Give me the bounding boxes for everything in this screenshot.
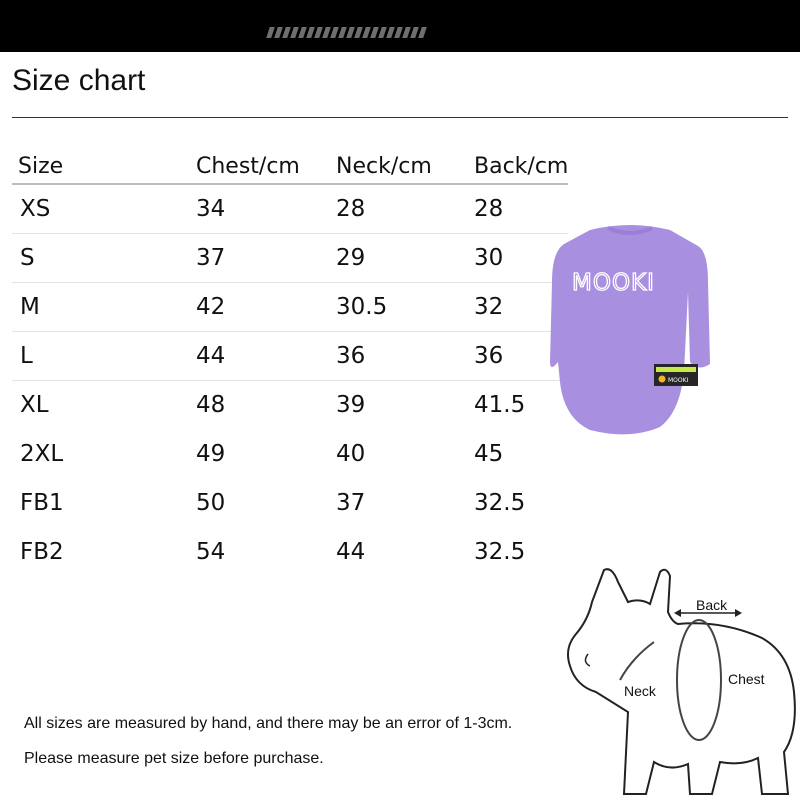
table-row <box>12 430 568 479</box>
header-neck: Neck/cm <box>336 150 474 184</box>
header-size: Size <box>12 150 108 184</box>
size-table <box>12 150 568 577</box>
size-cell: S <box>12 234 108 283</box>
table-row <box>12 283 568 332</box>
back-cell: 32.5 <box>474 490 526 516</box>
neck-cell: 39 <box>336 392 366 418</box>
back-cell: 28 <box>474 184 568 234</box>
neck-cell: 40 <box>336 441 366 467</box>
chest-cell: 54 <box>196 539 226 565</box>
chest-cell: 42 <box>108 283 336 332</box>
chest-cell: 37 <box>108 234 336 283</box>
dog-measurement-diagram <box>562 562 800 800</box>
size-cell: M <box>12 283 108 332</box>
neck-cell: 30.5 <box>336 283 474 332</box>
back-cell: 32.5 <box>474 539 526 565</box>
chest-cell: 50 <box>196 490 226 516</box>
table-row <box>12 381 568 430</box>
size-cell: L <box>12 332 108 381</box>
neck-cell: 28 <box>336 184 474 234</box>
shirt-logo-text: MOOKI <box>572 270 655 296</box>
header-back: Back/cm <box>474 150 568 184</box>
back-cell: 30 <box>474 234 568 283</box>
back-cell: 41.5 <box>474 392 526 418</box>
table-row <box>12 184 568 234</box>
table-row <box>12 479 568 528</box>
decorative-stripes <box>268 27 425 38</box>
size-cell: 2XL <box>20 441 64 467</box>
neck-label: Neck <box>624 683 656 699</box>
chest-cell: 49 <box>196 441 226 467</box>
size-cell: FB2 <box>20 539 64 565</box>
purchase-note: Please measure pet size before purchase. <box>24 750 324 767</box>
header-chest: Chest/cm <box>108 150 336 184</box>
chest-cell: 48 <box>196 392 226 418</box>
chest-cell: 34 <box>108 184 336 234</box>
neck-cell: 44 <box>336 539 366 565</box>
neck-cell: 29 <box>336 234 474 283</box>
title-divider <box>12 117 788 118</box>
measurement-note: All sizes are measured by hand, and there may be an error of 1-3cm. <box>24 715 513 732</box>
back-cell: 32 <box>474 283 568 332</box>
page-title: Size chart <box>12 64 146 97</box>
table-row <box>12 332 568 381</box>
shirt-tag-text: MOOKI <box>668 377 689 384</box>
back-label: Back <box>696 597 728 613</box>
back-cell: 36 <box>474 332 568 381</box>
size-cell: XS <box>12 184 108 234</box>
product-shirt-image <box>550 222 710 440</box>
neck-cell: 37 <box>336 490 366 516</box>
table-row <box>12 528 568 577</box>
back-cell: 45 <box>474 441 504 467</box>
table-header-row <box>12 150 568 184</box>
neck-cell: 36 <box>336 332 474 381</box>
size-cell: XL <box>20 392 49 418</box>
chest-cell: 44 <box>108 332 336 381</box>
table-row <box>12 234 568 283</box>
size-cell: FB1 <box>20 490 64 516</box>
header-bar <box>0 0 800 52</box>
chest-label: Chest <box>728 671 765 687</box>
